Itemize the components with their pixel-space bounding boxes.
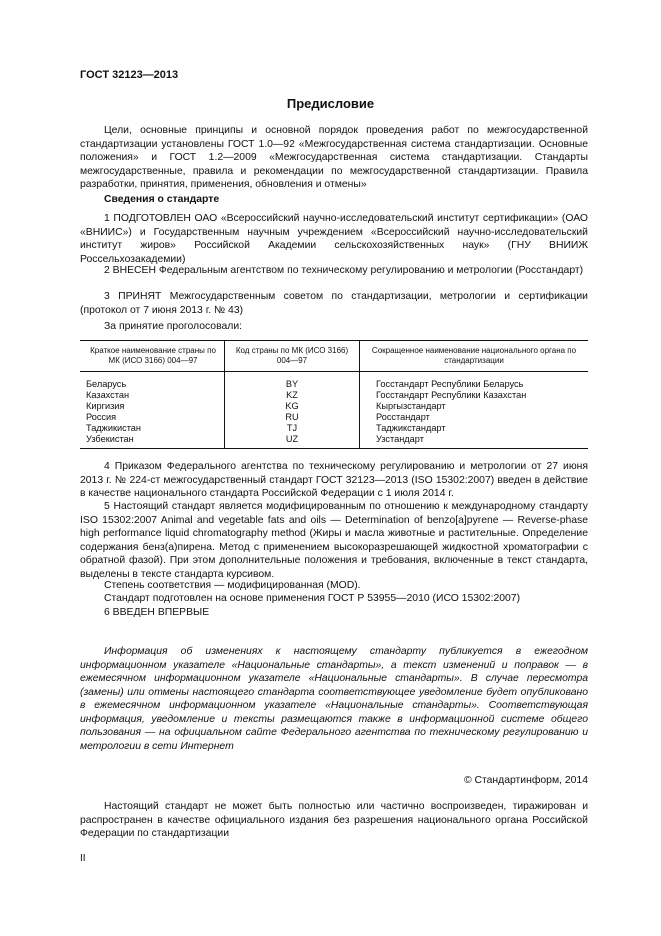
table-row xyxy=(80,412,588,423)
table-header-row xyxy=(80,341,588,372)
agency-cell: Узстандарт xyxy=(360,434,589,449)
amendments-notice: Информация об изменениях к настоящему стандарту публикуется в ежегодном информационном указателе «Национальные стандарты», а текст изменений и поправок — в ежемесячном информационном указателе «Национальные стандарты». В случае пересмотра (замены) или отмены настоящего стандарта соответствующее уведомление будет опубликовано в ежемесячном информационном указателе «Национальные стандарты». Соответствующая информация, уведомление и тексты размещаются также в информационной системе общего пользования — на официальном сайте Федерального агентства по техническому регулированию и метрологии в сети Интернет xyxy=(80,646,588,752)
code-cell: BY xyxy=(225,372,360,391)
column-header-country: Краткое наименование страны по МК (ИСО 3166) 004—97 xyxy=(80,341,225,372)
code-cell: KZ xyxy=(225,390,360,401)
item-3-paragraph: 3 ПРИНЯТ Межгосударственным советом по стандартизации, метрологии и сертификации (протокол от 7 июня 2013 г. № 43) xyxy=(80,291,588,316)
column-header-agency: Сокращенное наименование национального органа по стандартизации xyxy=(360,341,589,372)
table-row xyxy=(80,401,588,412)
country-cell: Киргизия xyxy=(86,401,125,411)
page-number: II xyxy=(80,853,86,864)
item-2-paragraph: 2 ВНЕСЕН Федеральным агентством по техническому регулированию и метрологии (Росстандарт) xyxy=(104,265,584,276)
agency-cell: Росстандарт xyxy=(360,412,589,423)
voting-countries-table xyxy=(80,340,588,449)
country-cell: Россия xyxy=(86,412,117,422)
voted-label: За принятие проголосовали: xyxy=(104,321,243,332)
code-cell: RU xyxy=(225,412,360,423)
code-cell: TJ xyxy=(225,423,360,434)
country-cell: Казахстан xyxy=(86,390,130,400)
column-header-code: Код страны по МК (ИСО 3166) 004—97 xyxy=(225,341,360,372)
table-row xyxy=(80,390,588,401)
country-cell: Узбекистан xyxy=(86,434,134,444)
country-cell: Таджикистан xyxy=(86,423,141,433)
page-title: Предисловие xyxy=(286,96,375,111)
table-row xyxy=(80,372,588,391)
based-on-text: Стандарт подготовлен на основе применения ГОСТ Р 53955—2010 (ИСО 15302:2007) xyxy=(104,593,521,604)
standard-code-header: ГОСТ 32123—2013 xyxy=(80,69,179,81)
agency-cell: Кыргызстандарт xyxy=(360,401,589,412)
table-row xyxy=(80,434,588,449)
item-4-paragraph: 4 Приказом Федерального агентства по техническому регулированию и метрологии от 27 июня 2013 г. № 224-ст межгосударственный стандарт ГОСТ 32123—2013 (ISO 15302:2007) введен в действие в качестве национального стандарта Российской Федерации с 1 июля 2014 г. xyxy=(80,461,588,499)
item-1-paragraph: 1 ПОДГОТОВЛЕН ОАО «Всероссийский научно-исследовательский институт сертификации» (ОАО «ВНИИС») и Государственным научным учреждением «Всероссийский научно-исследовательский институт жиров» Российской Академии сельскохозяйственных наук» (ГНУ ВНИИЖ Россельхозакадемии) xyxy=(80,213,588,265)
info-heading: Сведения о стандарте xyxy=(104,194,220,205)
item-5-paragraph: 5 Настоящий стандарт является модифицированным по отношению к международному стандарту ISO 15302:2007 Animal and vegetable fats and oils — Determination of benzo[a]pyrene — Reverse-phase high performance liquid chromatography method (Жиры и масла животные и растительные. Определение содержания бенз(а)пирена. Метод с применением высокоразрешающей жидкостной хроматографии с обратной фазой). При этом дополнительные положения и требования, включенные в текст стандарта, выделены в тексте стандарта курсивом. xyxy=(80,501,588,580)
reproduction-notice: Настоящий стандарт не может быть полностью или частично воспроизведен, тиражирован и распространен в качестве официального издания без разрешения национального органа Российской Федерации по стандартизации xyxy=(80,801,588,839)
item-6-text: 6 ВВЕДЕН ВПЕРВЫЕ xyxy=(104,607,210,618)
code-cell: KG xyxy=(225,401,360,412)
agency-cell: Госстандарт Республики Беларусь xyxy=(360,372,589,391)
country-cell: Беларусь xyxy=(86,379,127,389)
copyright-line: © Стандартинформ, 2014 xyxy=(463,775,588,786)
agency-cell: Таджикстандарт xyxy=(360,423,589,434)
agency-cell: Госстандарт Республики Казахстан xyxy=(360,390,589,401)
code-cell: UZ xyxy=(225,434,360,449)
intro-paragraph: Цели, основные принципы и основной порядок проведения работ по межгосударственной стандартизации установлены ГОСТ 1.0—92 «Межгосударственная система стандартизации. Основные положения» и ГОСТ 1.2—2009 «Межгосударственная система стандартизации. Стандарты межгосударственные, правила и рекомендации по межгосударственной стандартизации. Правила разработки, принятия, применения, обновления и отмены» xyxy=(80,125,588,190)
conformity-degree-text: Степень соответствия — модифицированная (MOD). xyxy=(104,580,361,591)
table-row xyxy=(80,423,588,434)
